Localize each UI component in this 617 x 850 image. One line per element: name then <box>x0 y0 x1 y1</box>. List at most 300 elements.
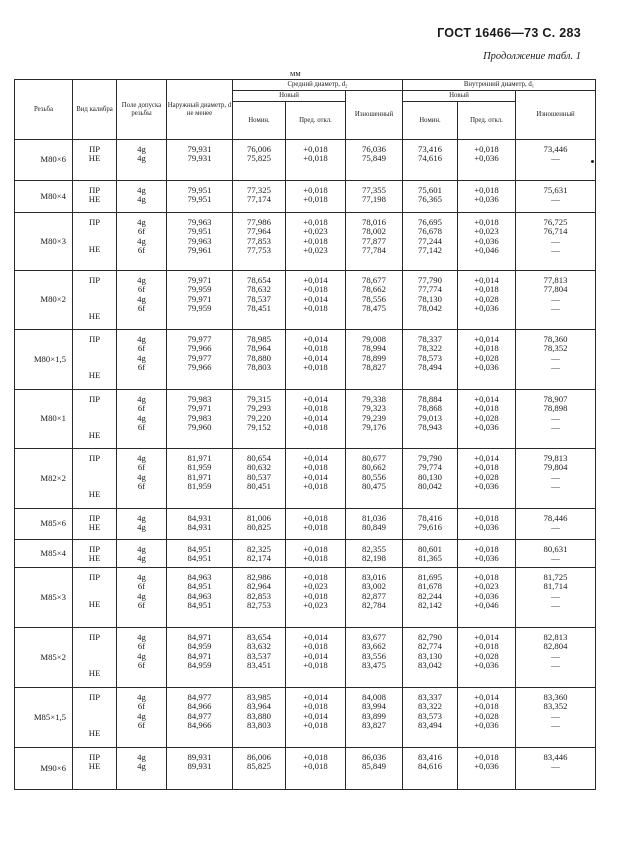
cell-value: +0,014 <box>474 453 499 463</box>
cell-value: 79,804 <box>543 462 568 473</box>
cell-value: 79,220 <box>247 412 271 423</box>
inner-deviation-cell <box>458 509 516 540</box>
gauge-type-cell <box>73 140 117 181</box>
pitch-deviation-cell <box>286 748 346 790</box>
cell-value: 78,677 <box>362 275 386 285</box>
inner-deviation-cell <box>458 449 516 509</box>
inner-nominal-cell <box>403 628 458 688</box>
cell-value: НЕ <box>88 553 101 564</box>
cell-value: 81,971 <box>187 453 212 463</box>
cell-value: 77,804 <box>543 284 568 295</box>
cell-value: 78,994 <box>362 343 386 354</box>
pitch-deviation-cell <box>286 330 346 390</box>
cell-value: +0,018 <box>303 513 328 523</box>
cell-value: +0,018 <box>303 421 328 432</box>
cell-value: 84,971 <box>187 632 212 642</box>
cell-value: 79,963 <box>187 217 212 227</box>
cell-value: 83,677 <box>362 632 386 642</box>
cell-value: +0,018 <box>474 403 499 414</box>
cell-value: 76,695 <box>418 217 442 227</box>
cell-value: 4g <box>137 471 146 482</box>
header-inner-nominal: Номин. <box>403 102 458 140</box>
cell-value: +0,014 <box>303 453 328 463</box>
cell-value: 84,963 <box>187 572 212 582</box>
header-inner-new: Новый <box>403 91 516 102</box>
cell-value: 81,695 <box>418 572 442 582</box>
cell-value: +0,014 <box>303 352 328 363</box>
cell-value: 76,036 <box>362 144 386 154</box>
cell-value: 84,951 <box>187 581 212 592</box>
cell-value: ПР <box>88 513 101 523</box>
cell-value: +0,018 <box>303 462 328 473</box>
cell-value: 75,825 <box>247 153 271 164</box>
cell-value: 79,176 <box>362 421 386 432</box>
tolerance-cell <box>117 213 167 271</box>
cell-value: — <box>551 480 560 491</box>
cell-value: 79,971 <box>187 293 212 304</box>
cell-value: 77,753 <box>247 244 271 255</box>
thread-designation-cell: M80×4 <box>15 181 73 213</box>
cell-value: 80,556 <box>362 471 386 482</box>
cell-value: 81,036 <box>362 513 386 523</box>
cell-value: 77,774 <box>418 284 442 295</box>
cell-value: +0,036 <box>474 719 499 730</box>
cell-value: 82,964 <box>247 581 271 592</box>
inner-nominal-cell <box>403 181 458 213</box>
gauge-type-cell <box>73 213 117 271</box>
cell-value: +0,028 <box>474 710 499 721</box>
cell-value: 4g <box>137 185 146 195</box>
inner-worn-cell <box>516 330 596 390</box>
cell-value: 82,813 <box>543 632 568 642</box>
cell-value: 4g <box>137 522 146 533</box>
cell-value: 78,803 <box>247 361 271 372</box>
gauge-type-cell <box>73 390 117 449</box>
cell-value: +0,036 <box>474 235 499 246</box>
table-row <box>15 271 596 330</box>
inner-nominal-cell <box>403 509 458 540</box>
cell-value: 84,977 <box>187 710 212 721</box>
cell-value <box>73 712 116 721</box>
cell-value: +0,036 <box>474 522 499 533</box>
cell-value: +0,014 <box>303 293 328 304</box>
cell-value: +0,018 <box>303 522 328 533</box>
table-row <box>15 688 596 748</box>
cell-value: 80,601 <box>418 544 442 554</box>
cell-value: 6f <box>137 421 146 432</box>
cell-value: 77,986 <box>247 217 271 227</box>
inner-worn-cell <box>516 540 596 568</box>
cell-value: 79,790 <box>418 453 442 463</box>
cell-value: 83,537 <box>247 650 271 661</box>
cell-value: 78,868 <box>418 403 442 414</box>
inner-nominal-cell <box>403 390 458 449</box>
cell-value: 83,446 <box>543 752 568 762</box>
cell-value: 84,966 <box>187 701 212 712</box>
cell-value: 83,899 <box>362 710 386 721</box>
cell-value: 84,008 <box>362 692 386 702</box>
cell-value: 84,963 <box>187 590 212 601</box>
cell-value: 78,827 <box>362 361 386 372</box>
cell-value: 76,678 <box>418 226 442 237</box>
cell-value: ПР <box>88 394 101 404</box>
cell-value: +0,018 <box>303 235 328 246</box>
cell-value: +0,014 <box>303 471 328 482</box>
cell-value: — <box>551 599 560 610</box>
pitch-deviation-cell <box>286 509 346 540</box>
cell-value: 77,790 <box>418 275 442 285</box>
page-header: ГОСТ 16466—73 С. 283 <box>437 26 581 40</box>
inner-nominal-cell <box>403 568 458 628</box>
inner-worn-cell <box>516 748 596 790</box>
cell-value: 6f <box>137 343 146 354</box>
cell-value: 6f <box>137 302 146 313</box>
cell-value: НЕ <box>88 761 101 772</box>
inner-deviation-cell <box>458 390 516 449</box>
cell-value: 78,475 <box>362 302 386 313</box>
inner-nominal-cell <box>403 748 458 790</box>
pitch-nominal-cell <box>233 330 286 390</box>
thread-designation-cell: M80×2 <box>15 271 73 330</box>
cell-value: 4g <box>137 692 146 702</box>
inner-worn-cell <box>516 271 596 330</box>
cell-value: +0,028 <box>474 352 499 363</box>
cell-value: +0,028 <box>474 412 499 423</box>
cell-value: +0,023 <box>474 226 499 237</box>
inner-worn-cell <box>516 181 596 213</box>
cell-value: 82,244 <box>418 590 442 601</box>
table-continuation-caption: Продолжение табл. 1 <box>483 51 581 62</box>
tolerance-cell <box>117 568 167 628</box>
gauge-type-cell <box>73 748 117 790</box>
cell-value: +0,046 <box>474 244 499 255</box>
header-outer-diameter: Наружный диаметр, d не менее <box>167 80 233 140</box>
cell-value: 4g <box>137 275 146 285</box>
header-inner-diameter: Внутренний диаметр, d₁ <box>403 80 596 91</box>
cell-value: — <box>551 153 560 164</box>
outer-diameter-cell <box>167 748 233 790</box>
tolerance-cell <box>117 540 167 568</box>
cell-value: 6f <box>137 244 146 255</box>
inner-worn-cell <box>516 213 596 271</box>
cell-value: +0,018 <box>303 480 328 491</box>
cell-value: 4g <box>137 513 146 523</box>
cell-value: +0,014 <box>303 710 328 721</box>
cell-value: 79,971 <box>187 275 212 285</box>
cell-value: 77,813 <box>543 275 568 285</box>
tolerance-cell <box>117 688 167 748</box>
cell-value: — <box>551 352 560 363</box>
cell-value: НЕ <box>88 727 101 738</box>
tolerance-cell <box>117 330 167 390</box>
pitch-nominal-cell <box>233 540 286 568</box>
tolerance-cell <box>117 748 167 790</box>
cell-value: 77,325 <box>247 185 271 195</box>
outer-diameter-cell <box>167 330 233 390</box>
cell-value: +0,018 <box>303 544 328 554</box>
cell-value: +0,036 <box>474 590 499 601</box>
cell-value: +0,018 <box>474 284 499 295</box>
cell-value: 83,556 <box>362 650 386 661</box>
cell-value: 76,725 <box>543 217 568 227</box>
cell-value <box>73 227 116 236</box>
cell-value: +0,014 <box>474 334 499 344</box>
cell-value: +0,018 <box>303 403 328 414</box>
cell-value: 79,960 <box>187 421 212 432</box>
tolerance-cell <box>117 390 167 449</box>
cell-value: 84,951 <box>187 553 212 564</box>
inner-deviation-cell <box>458 748 516 790</box>
inner-worn-cell <box>516 628 596 688</box>
gauge-type-cell <box>73 688 117 748</box>
cell-value: 73,416 <box>418 144 442 154</box>
cell-value: 6f <box>137 599 146 610</box>
cell-value: +0,018 <box>303 701 328 712</box>
inner-deviation-cell <box>458 271 516 330</box>
gauge-type-cell <box>73 509 117 540</box>
cell-value: ПР <box>88 632 101 642</box>
cell-value: 4g <box>137 544 146 554</box>
inner-deviation-cell <box>458 540 516 568</box>
cell-value: +0,018 <box>303 641 328 652</box>
cell-value: +0,018 <box>474 572 499 582</box>
cell-value: 80,451 <box>247 480 271 491</box>
cell-value: 85,849 <box>362 761 386 772</box>
pitch-worn-cell <box>346 390 403 449</box>
cell-value: 83,322 <box>418 701 442 712</box>
header-thread: Резьба <box>15 80 73 140</box>
header-pitch-nominal: Номин. <box>233 102 286 140</box>
cell-value: 79,977 <box>187 352 212 363</box>
cell-value <box>73 582 116 591</box>
cell-value: +0,018 <box>303 553 328 564</box>
pitch-worn-cell <box>346 509 403 540</box>
cell-value: 84,931 <box>187 513 212 523</box>
cell-value: 4g <box>137 334 146 344</box>
cell-value: 82,174 <box>247 553 271 564</box>
cell-value <box>73 414 116 423</box>
cell-value: 4g <box>137 572 146 582</box>
cell-value: 82,355 <box>362 544 386 554</box>
cell-value: 79,961 <box>187 244 212 255</box>
cell-value: 80,849 <box>362 522 386 533</box>
cell-value: +0,036 <box>474 421 499 432</box>
cell-value: 4g <box>137 453 146 463</box>
thread-designation-cell: M85×6 <box>15 509 73 540</box>
pitch-deviation-cell <box>286 140 346 181</box>
pitch-nominal-cell <box>233 390 286 449</box>
gauge-type-cell <box>73 181 117 213</box>
cell-value: 84,966 <box>187 719 212 730</box>
cell-value: +0,036 <box>474 361 499 372</box>
pitch-nominal-cell <box>233 688 286 748</box>
cell-value: 79,959 <box>187 302 212 313</box>
cell-value: 83,494 <box>418 719 442 730</box>
cell-value: 83,130 <box>418 650 442 661</box>
cell-value: 83,002 <box>362 581 386 592</box>
cell-value: 78,898 <box>543 403 568 414</box>
cell-value <box>73 652 116 661</box>
inner-deviation-cell <box>458 330 516 390</box>
cell-value: +0,018 <box>303 719 328 730</box>
cell-value: +0,014 <box>474 394 499 404</box>
table-row <box>15 628 596 688</box>
cell-value: 80,130 <box>418 471 442 482</box>
cell-value: 77,198 <box>362 194 386 205</box>
cell-value: 78,042 <box>418 302 442 313</box>
cell-value: — <box>551 293 560 304</box>
cell-value: 78,907 <box>543 394 568 404</box>
cell-value: 79,951 <box>187 185 212 195</box>
cell-value: 81,971 <box>187 471 212 482</box>
cell-value: 78,537 <box>247 293 271 304</box>
cell-value: +0,018 <box>303 752 328 762</box>
cell-value: +0,018 <box>303 284 328 295</box>
inner-nominal-cell <box>403 688 458 748</box>
cell-value: +0,014 <box>303 334 328 344</box>
cell-value: +0,018 <box>303 144 328 154</box>
outer-diameter-cell <box>167 449 233 509</box>
thread-designation-cell: M82×2 <box>15 449 73 509</box>
cell-value: 79,931 <box>187 153 212 164</box>
table-row <box>15 140 596 181</box>
pitch-worn-cell <box>346 688 403 748</box>
pitch-deviation-cell <box>286 568 346 628</box>
inner-nominal-cell <box>403 271 458 330</box>
cell-value: 6f <box>137 226 146 237</box>
header-pitch-diameter: Средний диаметр, d₂ <box>233 80 403 91</box>
cell-value: +0,018 <box>303 343 328 354</box>
cell-value: 4g <box>137 752 146 762</box>
cell-value: +0,018 <box>474 462 499 473</box>
cell-value: 77,877 <box>362 235 386 246</box>
tolerance-cell <box>117 181 167 213</box>
cell-value: 78,322 <box>418 343 442 354</box>
thread-designation-cell: M85×4 <box>15 540 73 568</box>
tolerance-cell <box>117 271 167 330</box>
cell-value: 76,006 <box>247 144 271 154</box>
cell-value: ПР <box>88 544 101 554</box>
header-tolerance-field: Поле допуска резьбы <box>117 80 167 140</box>
inner-deviation-cell <box>458 568 516 628</box>
inner-nominal-cell <box>403 140 458 181</box>
cell-value: 78,964 <box>247 343 271 354</box>
cell-value: +0,028 <box>474 471 499 482</box>
cell-value: 78,446 <box>543 513 568 523</box>
cell-value <box>73 354 116 363</box>
cell-value: 82,753 <box>247 599 271 610</box>
pitch-worn-cell <box>346 181 403 213</box>
pitch-worn-cell <box>346 628 403 688</box>
cell-value: ПР <box>88 752 101 762</box>
cell-value: 89,931 <box>187 752 212 762</box>
cell-value: 83,337 <box>418 692 442 702</box>
cell-value: +0,046 <box>474 599 499 610</box>
cell-value: 80,662 <box>362 462 386 473</box>
outer-diameter-cell <box>167 688 233 748</box>
cell-value: 83,803 <box>247 719 271 730</box>
outer-diameter-cell <box>167 390 233 449</box>
cell-value: ПР <box>88 144 101 154</box>
table-row <box>15 568 596 628</box>
cell-value: 82,198 <box>362 553 386 564</box>
cell-value: +0,018 <box>303 194 328 205</box>
header-inner-worn: Изношенный <box>516 91 596 140</box>
cell-value: НЕ <box>88 488 101 499</box>
cell-value: НЕ <box>88 310 101 321</box>
pitch-worn-cell <box>346 330 403 390</box>
cell-value: 79,971 <box>187 403 212 414</box>
cell-value: +0,023 <box>474 581 499 592</box>
cell-value: 4g <box>137 761 146 772</box>
cell-value: ПР <box>88 334 101 344</box>
gauge-type-cell <box>73 330 117 390</box>
cell-value: 77,244 <box>418 235 442 246</box>
pitch-nominal-cell <box>233 449 286 509</box>
cell-value: +0,018 <box>303 361 328 372</box>
gauge-type-cell <box>73 271 117 330</box>
cell-value: 79,813 <box>543 453 568 463</box>
cell-value: +0,014 <box>303 275 328 285</box>
cell-value: 77,784 <box>362 244 386 255</box>
cell-value: 83,360 <box>543 692 568 702</box>
pitch-worn-cell <box>346 271 403 330</box>
inner-worn-cell <box>516 688 596 748</box>
cell-value: 79,951 <box>187 226 212 237</box>
cell-value: 75,631 <box>543 185 568 195</box>
inner-deviation-cell <box>458 628 516 688</box>
cell-value: 80,475 <box>362 480 386 491</box>
cell-value: 79,315 <box>247 394 271 404</box>
cell-value: 86,006 <box>247 752 271 762</box>
cell-value: +0,036 <box>474 480 499 491</box>
cell-value: НЕ <box>88 667 101 678</box>
cell-value: 79,983 <box>187 394 212 404</box>
cell-value: 81,725 <box>543 572 568 582</box>
pitch-worn-cell <box>346 213 403 271</box>
outer-diameter-cell <box>167 509 233 540</box>
pitch-nominal-cell <box>233 568 286 628</box>
cell-value: — <box>551 719 560 730</box>
header-pitch-worn: Изношенный <box>346 91 403 140</box>
cell-value: 4g <box>137 553 146 564</box>
inner-worn-cell <box>516 390 596 449</box>
cell-value: 81,365 <box>418 553 442 564</box>
gauge-type-cell <box>73 628 117 688</box>
thread-designation-cell: M80×6 <box>15 140 73 181</box>
cell-value: — <box>551 302 560 313</box>
cell-value: 82,774 <box>418 641 442 652</box>
outer-diameter-cell <box>167 568 233 628</box>
cell-value: 79,983 <box>187 412 212 423</box>
cell-value: 78,985 <box>247 334 271 344</box>
cell-value: 82,142 <box>418 599 442 610</box>
cell-value: 80,632 <box>247 462 271 473</box>
cell-value: 77,853 <box>247 235 271 246</box>
cell-value: 81,959 <box>187 462 212 473</box>
cell-value: +0,018 <box>303 659 328 670</box>
cell-value: 4g <box>137 217 146 227</box>
cell-value: 83,416 <box>418 752 442 762</box>
cell-value: 4g <box>137 194 146 205</box>
cell-value: НЕ <box>88 522 101 533</box>
cell-value: 83,654 <box>247 632 271 642</box>
cell-value: 77,174 <box>247 194 271 205</box>
header-pitch-new: Новый <box>233 91 346 102</box>
table-row <box>15 181 596 213</box>
cell-value <box>73 254 116 263</box>
pitch-nominal-cell <box>233 213 286 271</box>
